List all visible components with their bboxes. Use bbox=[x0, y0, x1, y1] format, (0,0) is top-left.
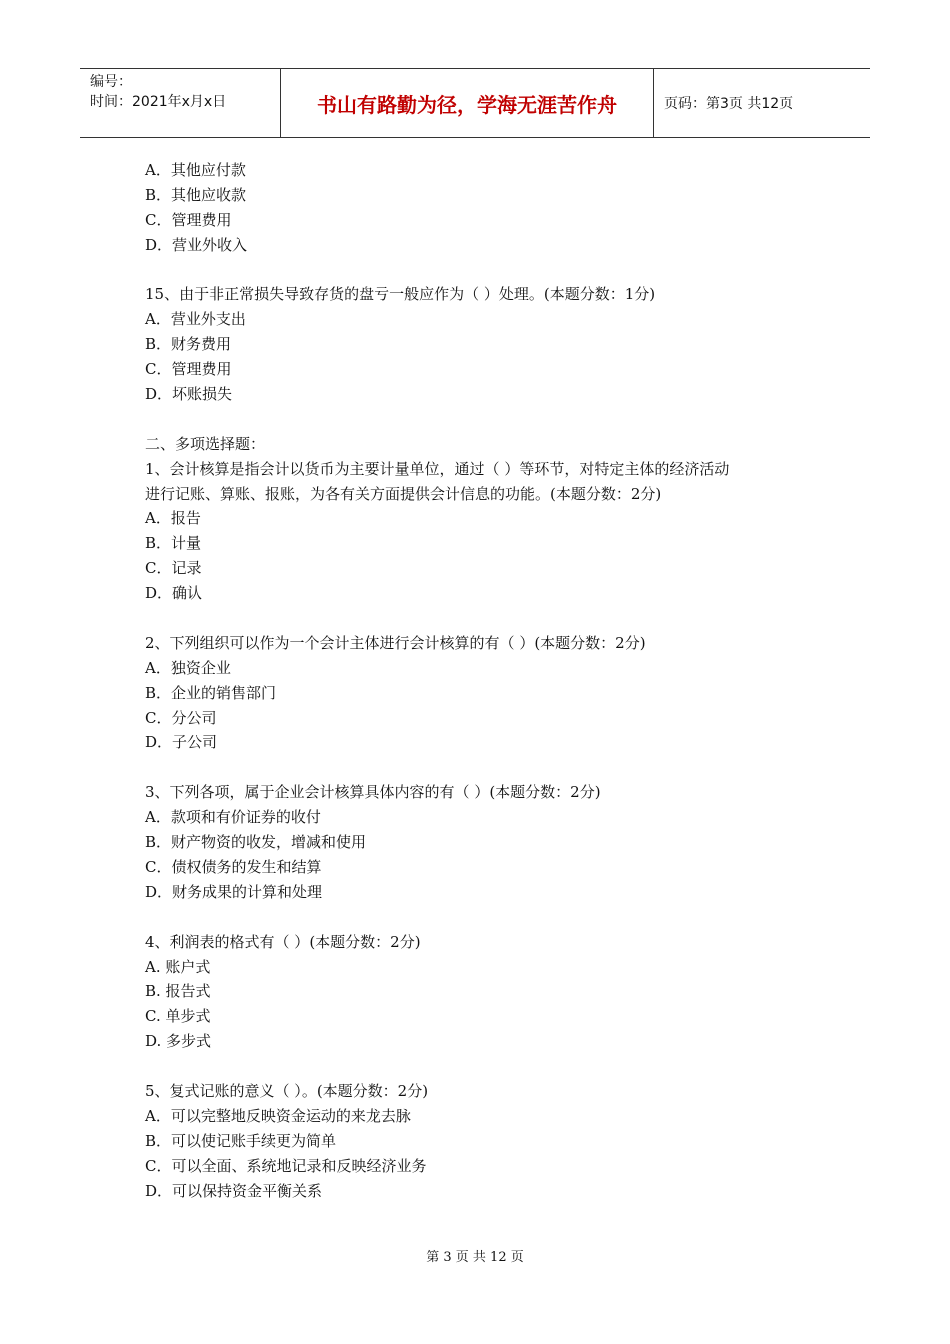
question-line: D．营业外收入 bbox=[145, 235, 248, 254]
question-line: B．其他应收款 bbox=[145, 185, 247, 204]
question-line: B．企业的销售部门 bbox=[145, 683, 277, 702]
question-line: C．管理费用 bbox=[145, 360, 232, 379]
question-line: C．管理费用 bbox=[145, 210, 232, 229]
block-spacer bbox=[145, 606, 825, 631]
question-line: C. 单步式 bbox=[145, 1007, 211, 1026]
question-line: D．可以保持资金平衡关系 bbox=[145, 1181, 323, 1200]
block-spacer bbox=[145, 1054, 825, 1079]
question-line: 二、多项选择题： bbox=[145, 434, 266, 453]
question-line: 4、利润表的格式有（ ）(本题分数：2分) bbox=[145, 932, 421, 951]
question-line: B．财务费用 bbox=[145, 335, 232, 354]
question-line: A. 账户式 bbox=[145, 957, 211, 976]
page-header bbox=[80, 68, 870, 138]
question-line: 1、会计核算是指会计以货币为主要计量单位，通过（ ）等环节，对特定主体的经济活动 bbox=[145, 459, 730, 478]
question-line: D. 多步式 bbox=[145, 1032, 212, 1051]
question-line: C．债权债务的发生和结算 bbox=[145, 857, 322, 876]
question-line: A．报告 bbox=[145, 509, 201, 528]
question-line: D．坏账损失 bbox=[145, 385, 233, 404]
document-date: 时间：2021年x月x日 bbox=[90, 94, 227, 110]
question-line: A．可以完整地反映资金运动的来龙去脉 bbox=[145, 1106, 411, 1125]
header-meta bbox=[80, 69, 281, 137]
question-line: D．财务成果的计算和处理 bbox=[145, 882, 323, 901]
question-line: C．记录 bbox=[145, 559, 202, 578]
question-line: 15、由于非正常损失导致存货的盘亏一般应作为（ ）处理。(本题分数：1分) bbox=[145, 285, 656, 304]
question-line: D．子公司 bbox=[145, 733, 218, 752]
block-spacer bbox=[145, 258, 825, 283]
question-line: 3、下列各项，属于企业会计核算具体内容的有（ ）(本题分数：2分) bbox=[145, 783, 601, 802]
question-line: B．可以使记账手续更为简单 bbox=[145, 1131, 337, 1150]
document-number-label: 编号： bbox=[90, 74, 132, 90]
block-spacer bbox=[145, 905, 825, 930]
question-line: C．可以全面、系统地记录和反映经济业务 bbox=[145, 1156, 427, 1175]
question-line: D．确认 bbox=[145, 584, 203, 603]
question-line: B．计量 bbox=[145, 534, 202, 553]
question-line: C．分公司 bbox=[145, 708, 217, 727]
header-motto: 书山有路勤为径，学海无涯苦作舟 bbox=[281, 69, 654, 137]
question-line: B. 报告式 bbox=[145, 982, 211, 1001]
block-spacer bbox=[145, 407, 825, 432]
question-line: 5、复式记账的意义（ ）。(本题分数：2分) bbox=[145, 1081, 429, 1100]
question-line: 进行记账、算账、报账，为各有关方面提供会计信息的功能。(本题分数：2分) bbox=[145, 484, 662, 503]
question-line: A．款项和有价证券的收付 bbox=[145, 808, 321, 827]
question-line: B．财产物资的收发，增减和使用 bbox=[145, 833, 367, 852]
question-line: A．独资企业 bbox=[145, 658, 231, 677]
question-line: A．营业外支出 bbox=[145, 310, 246, 329]
block-spacer bbox=[145, 755, 825, 780]
header-page-number: 页码：第3页 共12页 bbox=[664, 96, 794, 112]
question-line: A．其他应付款 bbox=[145, 161, 246, 179]
question-line: 2、下列组织可以作为一个会计主体进行会计核算的有（ ）(本题分数：2分) bbox=[145, 633, 646, 652]
question-content bbox=[145, 158, 825, 1203]
page-footer: 第 3 页 共 12 页 bbox=[426, 1250, 524, 1265]
